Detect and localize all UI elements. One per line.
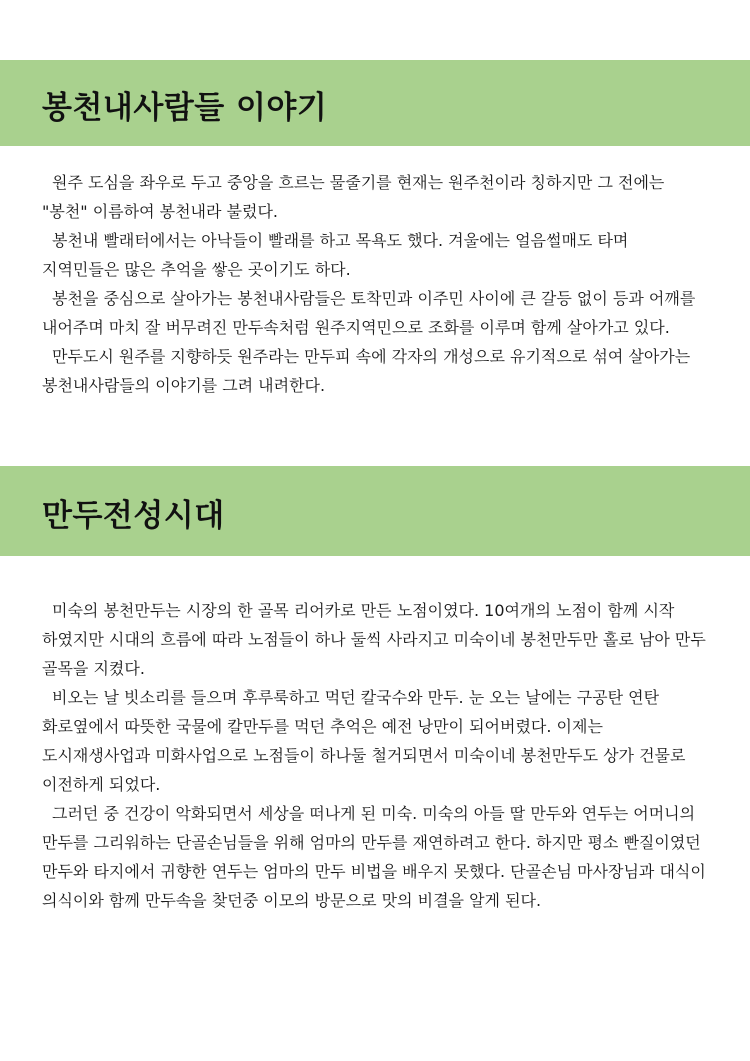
section-title: 봉천내사람들 이야기 [42,90,328,126]
paragraph: 봉천내 빨래터에서는 아낙들이 빨래를 하고 목욕도 했다. 겨울에는 얼음썰매도 타며 지역민들은 많은 추억을 쌓은 곳이기도 하다. [42,231,629,279]
section-header-band [0,60,750,146]
section-header-band [0,466,750,556]
section-body [42,168,710,400]
paragraph: 비오는 날 빗소리를 들으며 후루룩하고 먹던 칼국수와 만두. 눈 오는 날에는 구공탄 연탄 화로옆에서 따뜻한 국물에 칼만두를 먹던 추억은 예전 낭만이 되어버렸다. 이제는 도시재생사업과 미화사업으로 노점들이 하나둘 철거되면서 미숙이네 봉천만두도 상가 건물로 이전하게 되었다. [42,688,686,794]
section-title: 만두전성시대 [42,498,225,534]
paragraph: 미숙의 봉천만두는 시장의 한 골목 리어카로 만든 노점이였다. 10여개의 노점이 함께 시작 하였지만 시대의 흐름에 따라 노점들이 하나 둘씩 사라지고 미숙이네 봉천만두만 홀로 남아 만두 골목을 지켰다. [42,601,706,678]
paragraph: 원주 도심을 좌우로 두고 중앙을 흐르는 물줄기를 현재는 원주천이라 칭하지만 그 전에는 "봉천" 이름하여 봉천내라 불렀다. [42,173,665,221]
paragraph: 봉천을 중심으로 살아가는 봉천내사람들은 토착민과 이주민 사이에 큰 갈등 없이 등과 어깨를 내어주며 마치 잘 버무려진 만두속처럼 원주지역민으로 조화를 이루며 함께 살아가고 있다. [42,289,696,337]
paragraph: 그러던 중 건강이 악화되면서 세상을 떠나게 된 미숙. 미숙의 아들 딸 만두와 연두는 어머니의 만두를 그리워하는 단골손님들을 위해 엄마의 만두를 재연하려고 한다. 하지만 평소 빤질이였던 만두와 타지에서 귀향한 연두는 엄마의 만두 비법을 배우지 못했다. 단골손님 마사장님과 대식이 의식이와 함께 만두속을 찾던중 이모의 방문으로 맛의 비결을 알게 된다. [42,804,706,910]
section-body [42,596,710,915]
paragraph: 만두도시 원주를 지향하듯 원주라는 만두피 속에 각자의 개성으로 유기적으로 섞여 살아가는 봉천내사람들의 이야기를 그려 내려한다. [42,347,691,395]
